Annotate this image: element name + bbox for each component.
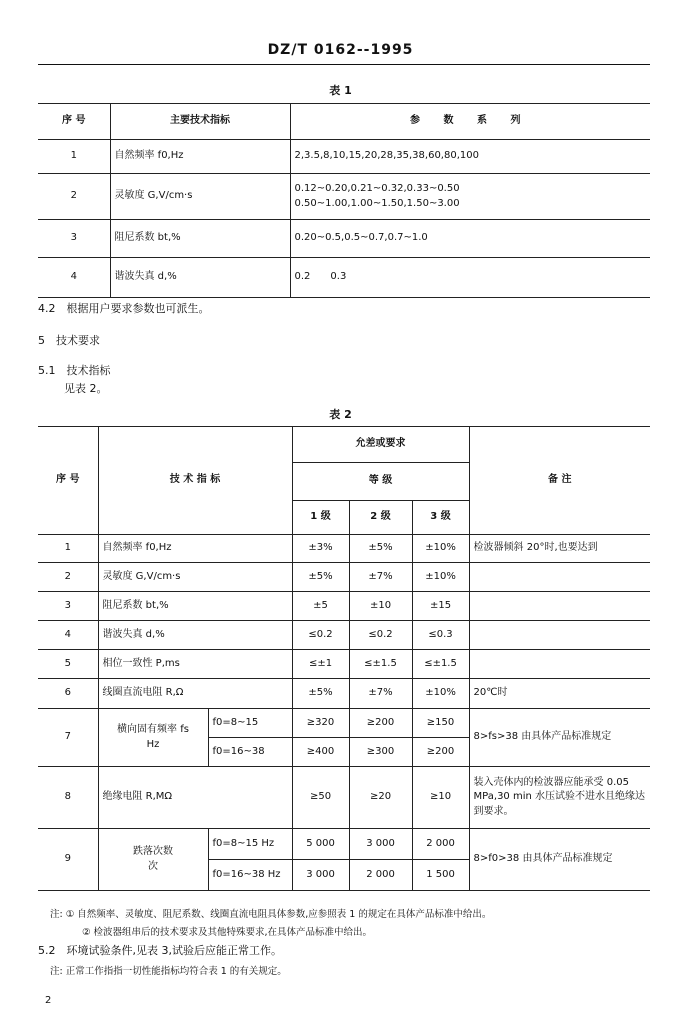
table2-cell-g3: ≥200 <box>412 738 469 767</box>
table2-cell-subcondition: f0=8~15 <box>208 709 292 738</box>
table2 <box>38 426 650 891</box>
table1 <box>38 103 650 298</box>
table2-cell-g3: ±10% <box>412 679 469 709</box>
table2-cell-remark <box>469 621 650 650</box>
table2-cell-no: 1 <box>38 535 98 563</box>
table-row <box>38 258 650 298</box>
table-row <box>38 220 650 258</box>
table1-header-params: 参 数 系 列 <box>290 104 650 140</box>
table2-cell-g1: ≤0.2 <box>292 621 349 650</box>
table2-cell-remark: 8>f0>38 由具体产品标准规定 <box>469 829 650 891</box>
table2-note-2: ② 检波器组串后的技术要求及其他特殊要求,在具体产品标准中给出。 <box>82 927 373 938</box>
table2-cell-g3: 2 000 <box>412 829 469 860</box>
page-number: 2 <box>45 995 52 1006</box>
table1-cell-item: 灵敏度 G,V/cm·s <box>110 174 290 220</box>
table-row <box>38 140 650 174</box>
table2-cell-g2: ≥20 <box>349 767 412 829</box>
table-row <box>38 650 650 679</box>
table2-header-no: 序 号 <box>38 427 98 535</box>
table2-cell-remark: 8>fs>38 由具体产品标准规定 <box>469 709 650 767</box>
item-line: 次 <box>148 860 158 872</box>
table2-cell-subcondition: f0=16~38 <box>208 738 292 767</box>
table2-cell-remark <box>469 563 650 592</box>
table-row <box>38 174 650 220</box>
table2-cell-item: 阻尼系数 bt,% <box>98 592 292 621</box>
table2-cell-remark: 检波器倾斜 20°时,也要达到 <box>469 535 650 563</box>
table2-cell-item: 自然频率 f0,Hz <box>98 535 292 563</box>
table2-cell-g1: ±5% <box>292 679 349 709</box>
table2-cell-g1: ≥400 <box>292 738 349 767</box>
table2-cell-g1: ≥50 <box>292 767 349 829</box>
table1-header-item: 主要技术指标 <box>110 104 290 140</box>
table2-cell-remark <box>469 592 650 621</box>
clause-5-1: 5.1 技术指标 <box>38 364 111 377</box>
table2-cell-no: 8 <box>38 767 98 829</box>
table2-cell-g3: ±10% <box>412 563 469 592</box>
table1-cell-item: 自然频率 f0,Hz <box>110 140 290 174</box>
table2-cell-g1: ≤±1 <box>292 650 349 679</box>
table2-cell-g2: ±7% <box>349 563 412 592</box>
table1-header-no: 序 号 <box>38 104 110 140</box>
grade-2-header: 2 级 <box>349 501 412 535</box>
table1-cell-values: 0.2 0.3 <box>290 258 650 298</box>
grade-3-header: 3 级 <box>412 501 469 535</box>
table1-cell-values: 2,3.5,8,10,15,20,28,35,38,60,80,100 <box>290 140 650 174</box>
table2-cell-g2: ±5% <box>349 535 412 563</box>
table1-title: 表 1 <box>329 84 352 97</box>
table2-cell-no: 6 <box>38 679 98 709</box>
table2-cell-g1: ≥320 <box>292 709 349 738</box>
table-row <box>38 592 650 621</box>
table2-cell-no: 3 <box>38 592 98 621</box>
table2-cell-g3: ≤0.3 <box>412 621 469 650</box>
table1-cell-no: 3 <box>38 220 110 258</box>
table2-cell-item: 灵敏度 G,V/cm·s <box>98 563 292 592</box>
table2-cell-item: 线圈直流电阻 R,Ω <box>98 679 292 709</box>
table2-cell-g2: ≥300 <box>349 738 412 767</box>
table2-cell-remark: 20℃时 <box>469 679 650 709</box>
table2-header-allowance: 允差或要求 <box>292 427 469 463</box>
table2-cell-g1: 3 000 <box>292 860 349 891</box>
table1-cell-values <box>290 174 650 220</box>
table2-cell-g2: 3 000 <box>349 829 412 860</box>
grade-1-header: 1 级 <box>292 501 349 535</box>
table-row <box>38 829 650 860</box>
table1-value-line: 0.12~0.20,0.21~0.32,0.33~0.50 <box>294 183 460 194</box>
table2-cell-no: 7 <box>38 709 98 767</box>
table2-cell-item <box>98 829 208 891</box>
table-row <box>38 563 650 592</box>
item-line: 跌落次数 <box>133 846 173 857</box>
table2-cell-g3: 1 500 <box>412 860 469 891</box>
table2-cell-g3: ±15 <box>412 592 469 621</box>
table2-cell-g1: ±5% <box>292 563 349 592</box>
table2-title: 表 2 <box>329 408 352 421</box>
table2-cell-subcondition: f0=8~15 Hz <box>208 829 292 860</box>
table-row <box>38 621 650 650</box>
table2-cell-item: 相位一致性 P,ms <box>98 650 292 679</box>
table2-header-remark: 备 注 <box>469 427 650 535</box>
header-rule <box>38 64 650 65</box>
clause-5-2-note: 注: 正常工作指指一切性能指标均符合表 1 的有关规定。 <box>50 966 287 977</box>
table2-cell-g1: ±3% <box>292 535 349 563</box>
table2-cell-g3: ≤±1.5 <box>412 650 469 679</box>
table-row <box>38 767 650 829</box>
table2-cell-g2: ≥200 <box>349 709 412 738</box>
table2-cell-g2: ±10 <box>349 592 412 621</box>
item-line: Hz <box>146 738 160 750</box>
clause-5-2: 5.2 环境试验条件,见表 3,试验后应能正常工作。 <box>38 944 282 957</box>
table2-cell-no: 5 <box>38 650 98 679</box>
section-5-heading: 5 技术要求 <box>38 334 100 347</box>
table1-cell-no: 4 <box>38 258 110 298</box>
table2-cell-no: 2 <box>38 563 98 592</box>
table2-cell-g3: ≥10 <box>412 767 469 829</box>
table-row <box>38 535 650 563</box>
table1-cell-values: 0.20~0.5,0.5~0.7,0.7~1.0 <box>290 220 650 258</box>
table1-cell-item: 谐波失真 d,% <box>110 258 290 298</box>
table1-cell-no: 2 <box>38 174 110 220</box>
table2-cell-g2: ≤±1.5 <box>349 650 412 679</box>
table2-cell-g1: 5 000 <box>292 829 349 860</box>
table-row <box>38 679 650 709</box>
table2-note-1: 注: ① 自然频率、灵敏度、阻尼系数、线圈直流电阻具体参数,应参照表 1 的规定在具体产品标准中给出。 <box>50 909 492 920</box>
table2-cell-item: 谐波失真 d,% <box>98 621 292 650</box>
table2-cell-g2: ≤0.2 <box>349 621 412 650</box>
table1-cell-item: 阻尼系数 bt,% <box>110 220 290 258</box>
table2-cell-g3: ≥150 <box>412 709 469 738</box>
clause-4-2: 4.2 根据用户要求参数也可派生。 <box>38 302 210 315</box>
table2-cell-no: 4 <box>38 621 98 650</box>
table2-header-grade: 等 级 <box>292 463 469 501</box>
table2-cell-g2: 2 000 <box>349 860 412 891</box>
table2-cell-g2: ±7% <box>349 679 412 709</box>
table2-header-item: 技 术 指 标 <box>98 427 292 535</box>
table-row <box>38 709 650 738</box>
table2-cell-item <box>98 709 208 767</box>
table2-cell-g1: ±5 <box>292 592 349 621</box>
item-line: 横向固有频率 fs <box>117 724 189 735</box>
table2-cell-item: 绝缘电阻 R,MΩ <box>98 767 292 829</box>
table1-cell-no: 1 <box>38 140 110 174</box>
table2-cell-g3: ±10% <box>412 535 469 563</box>
table2-cell-remark: 装入壳体内的检波器应能承受 0.05 MPa,30 min 水压试验不进水且绝缘达到要求。 <box>469 767 650 829</box>
table2-cell-subcondition: f0=16~38 Hz <box>208 860 292 891</box>
see-table-2: 见表 2。 <box>64 382 108 395</box>
table1-value-line: 0.50~1.00,1.00~1.50,1.50~3.00 <box>294 197 460 209</box>
table2-cell-no: 9 <box>38 829 98 891</box>
table2-cell-remark <box>469 650 650 679</box>
document-code: DZ/T 0162--1995 <box>267 42 414 58</box>
